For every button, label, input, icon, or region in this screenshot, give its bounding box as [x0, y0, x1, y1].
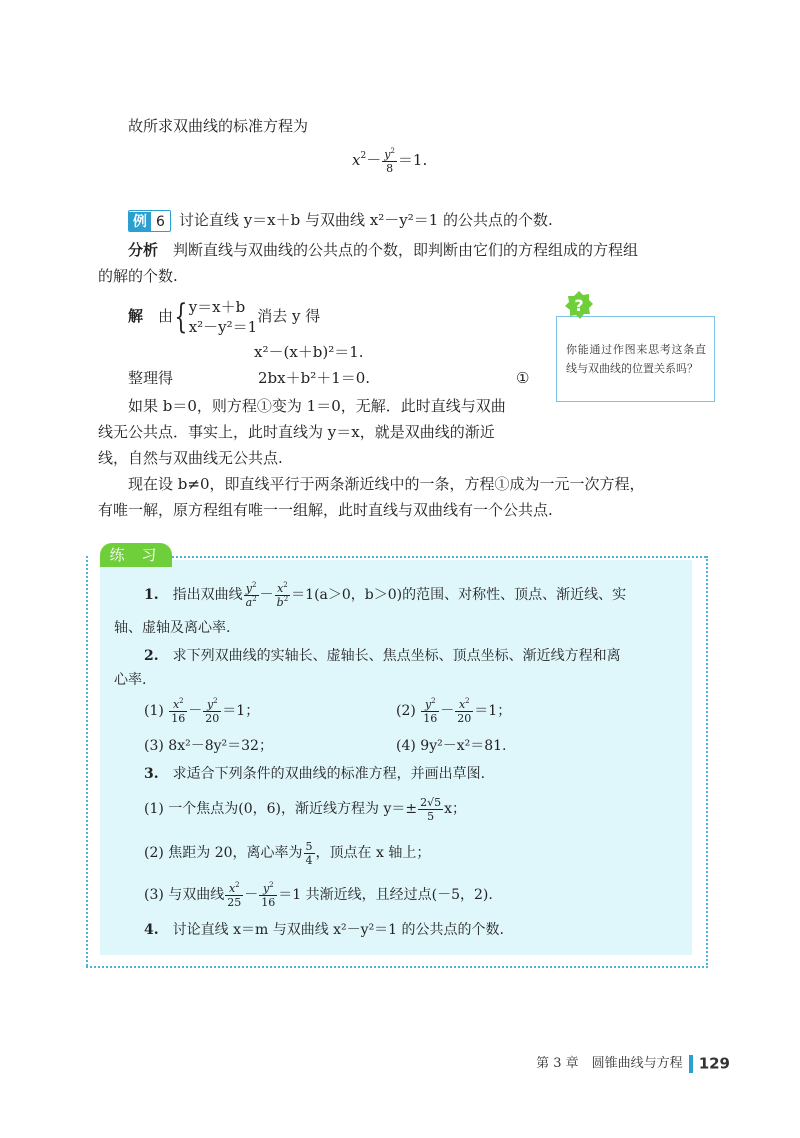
analysis-line1: 判断直线与双曲线的公共点的个数，即判断由它们的方程组成的方程组 — [173, 241, 639, 259]
rearrange-label: 整理得 — [128, 369, 174, 387]
chapter-title: 第 3 章 圆锥曲线与方程 — [536, 1056, 683, 1071]
exercise-border-left — [86, 556, 88, 966]
page-number: 129 — [698, 1054, 730, 1073]
exercise-title: 练 习 — [100, 543, 172, 567]
analysis — [128, 240, 638, 260]
problem-2-2: (2) $\frac{y^2}{16}$ － $\frac{x^2}{20}$ ＝1； — [396, 696, 512, 725]
problem-1: 1. 指出双曲线 $\frac{y^2}{a^2}$ － $\frac{x^2}{b^2}$ ＝1(a＞0，b＞0)的范围、对称性、顶点、渐近线、实 — [144, 580, 627, 609]
problem-2-1: (1) $\frac{x^2}{16}$ － $\frac{y^2}{20}$ ＝1； — [144, 696, 260, 725]
case1-line3: 线，自然与双曲线无公共点. — [98, 449, 283, 467]
rearranged-equation: 2bx＋b²＋1＝0. — [258, 369, 371, 387]
problem-2-3: (3) 8x²－8y²＝32； — [144, 738, 273, 754]
conclusion-text: 故所求双曲线的标准方程为 — [128, 117, 309, 135]
problem-2-line2: 心率. — [114, 672, 147, 688]
example-heading — [128, 210, 553, 232]
hyperbola-equation: $x^2-$ $\frac{y^2}{8}$ ＝1. — [352, 146, 428, 175]
system-eq-2: x²－y²＝1 — [188, 318, 258, 336]
analysis-line2: 的解的个数. — [98, 267, 178, 285]
think-box-text: 你能通过作图来思考这条直线与双曲线的位置关系吗？ — [566, 343, 706, 375]
case1-line2: 线无公共点．事实上，此时直线为 y＝x，就是双曲线的渐近 — [98, 423, 495, 441]
exercise-border-top — [172, 556, 706, 558]
footer-divider — [689, 1055, 693, 1073]
page-footer — [536, 1052, 730, 1073]
solution-label: 解 — [128, 307, 144, 325]
question-icon — [564, 290, 594, 320]
equation-marker: ① — [516, 369, 530, 387]
analysis-label: 分析 — [128, 241, 159, 259]
problem-3-1: (1) 一个焦点为(0，6)，渐近线方程为 y＝± $\frac{2√5}{5}$ x； — [144, 795, 467, 823]
example-tag: 例 6 — [128, 210, 171, 232]
case2-line1: 现在设 b≠0，即直线平行于两条渐近线中的一条，方程①成为一元一次方程， — [128, 475, 645, 493]
example-question: 讨论直线 y＝x＋b 与双曲线 x²－y²＝1 的公共点的个数. — [178, 211, 553, 229]
problem-3-3: (3) 与双曲线 $\frac{x^2}{25}$ － $\frac{y^2}{16}$ ＝1 共渐近线，且经过点(－5，2). — [144, 880, 493, 909]
solution-system: 解 由{ y＝x＋b x²－y²＝1 消去 y 得 — [128, 297, 321, 337]
problem-2: 2. 求下列双曲线的实轴长、虚轴长、焦点坐标、顶点坐标、渐近线方程和离 — [144, 648, 621, 664]
problem-2-4: (4) 9y²－x²＝81. — [396, 738, 507, 754]
equation-tail: ＝1. — [397, 151, 428, 169]
solution-by: 由 — [158, 307, 174, 325]
problem-4: 4. 讨论直线 x＝m 与双曲线 x²－y²＝1 的公共点的个数. — [144, 922, 504, 938]
problem-1-line2: 轴、虚轴及离心率. — [114, 620, 231, 636]
case1-line1: 如果 b＝0，则方程①变为 1＝0，无解．此时直线与双曲 — [128, 397, 506, 415]
system-eq-1: y＝x＋b — [188, 298, 246, 316]
derived-equation: x²－(x＋b)²＝1. — [254, 343, 364, 361]
eliminate-text: 消去 y 得 — [257, 307, 321, 325]
problem-3: 3. 求适合下列条件的双曲线的标准方程，并画出草图. — [144, 766, 486, 782]
case2-line2: 有唯一解，原方程组有唯一一组解，此时直线与双曲线有一个公共点. — [98, 501, 553, 519]
svg-text:?: ? — [574, 296, 584, 315]
problem-3-2: (2) 焦距为 20，离心率为 $\frac{5}{4}$ ，顶点在 x 轴上； — [144, 839, 431, 867]
